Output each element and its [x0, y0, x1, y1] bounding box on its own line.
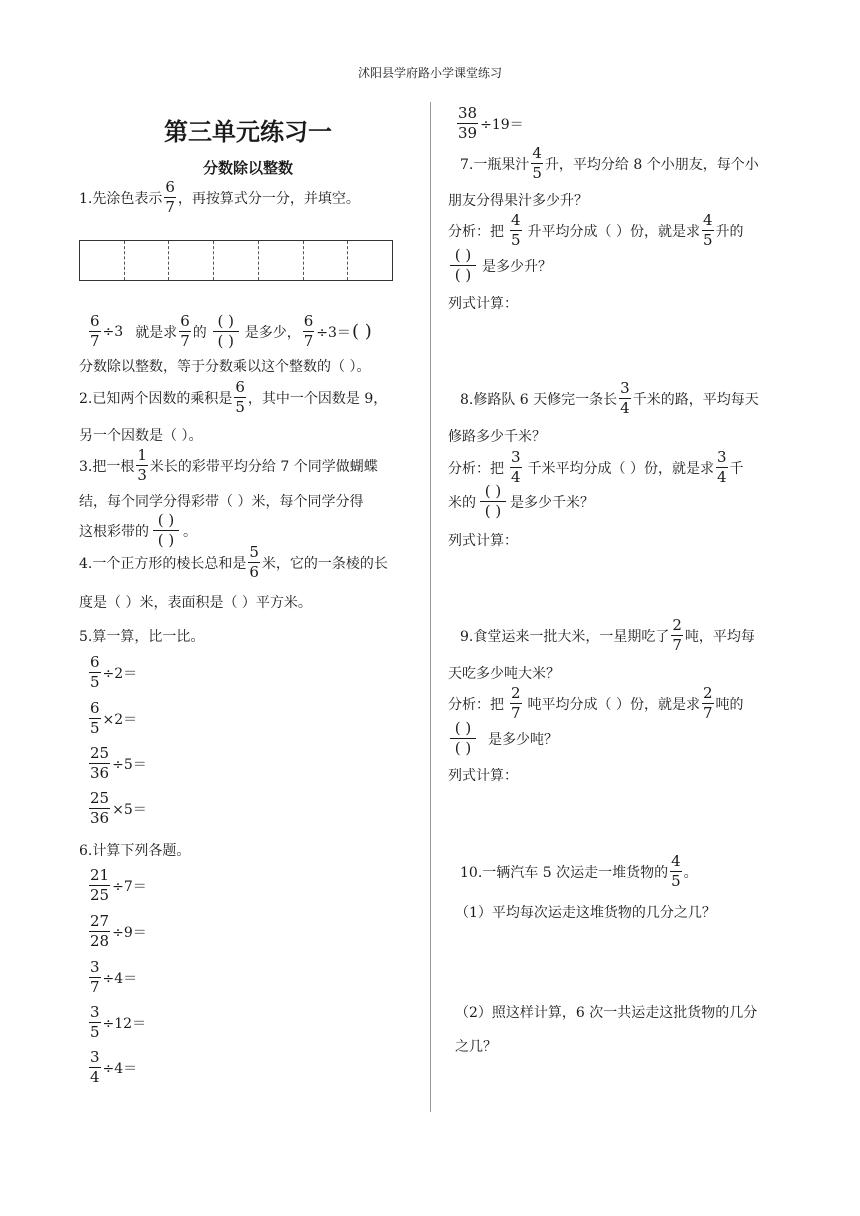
- q7-analysis-line2-text: 是多少升？: [482, 258, 552, 275]
- grid-cell[interactable]: [169, 241, 214, 280]
- denominator: 6: [249, 563, 259, 581]
- denominator-blank[interactable]: ( ): [450, 265, 476, 283]
- numerator: 25: [90, 744, 110, 762]
- denominator: 5: [671, 872, 681, 890]
- q10-subquestion-2-line2: 之几？: [455, 1039, 497, 1055]
- q7-analysis-line2: [448, 248, 552, 283]
- q1-answer-blank[interactable]: ( ): [352, 321, 372, 342]
- grid-cell[interactable]: [259, 241, 304, 280]
- page-title: 第三单元练习一: [164, 118, 332, 146]
- grid-cell[interactable]: [125, 241, 170, 280]
- denominator: 7: [180, 332, 190, 350]
- operator: ÷5＝: [112, 756, 147, 773]
- numerator: 4: [703, 211, 713, 229]
- q3-line2: 结，每个同学分得彩带（ ）米，每个同学分得: [79, 494, 364, 510]
- denominator-blank[interactable]: ( ): [153, 530, 179, 548]
- numerator: 6: [165, 178, 175, 196]
- q6-item: [87, 960, 137, 995]
- q1-text-post: ，再按算式分一分，并填空。: [177, 190, 360, 207]
- question-9-prompt: [460, 618, 755, 653]
- q1-equation-line: [87, 314, 373, 349]
- q7-analysis: [448, 213, 744, 248]
- column-divider: [430, 102, 431, 1112]
- numerator-blank[interactable]: ( ): [454, 719, 472, 737]
- q8-line2: 修路多少千米？: [448, 429, 546, 445]
- denominator-blank[interactable]: ( ): [213, 331, 239, 349]
- q1-rule: 分数除以整数，等于分数乘以这个整数的（ ）。: [79, 359, 371, 375]
- q1-eq-fraction: [89, 314, 101, 349]
- question-6-title: 6.计算下列各题。: [79, 843, 191, 859]
- q6-item-extra: [455, 106, 524, 141]
- q8-analysis-line2: [448, 484, 594, 519]
- q9-analysis-mid: 吨平均分成（ ）份，就是求: [527, 696, 700, 713]
- q9-analysis: [448, 686, 744, 721]
- operator: ×5＝: [112, 801, 147, 818]
- q9-text-pre: 9.食堂运来一批大米，一星期吃了: [460, 628, 670, 645]
- q3-line3: [79, 513, 197, 548]
- q8-analysis-line2-pre: 米的: [448, 494, 476, 511]
- operator: ×2＝: [102, 711, 138, 728]
- q5-item: [87, 701, 137, 736]
- q8-text-pre: 8.修路队 6 天修完一条长: [460, 391, 618, 408]
- grid-cell[interactable]: [304, 241, 349, 280]
- denominator: 7: [703, 704, 713, 722]
- q9-fraction: [671, 618, 683, 653]
- numerator: 25: [90, 789, 110, 807]
- shading-grid[interactable]: [79, 240, 393, 281]
- denominator: 7: [90, 332, 100, 350]
- q3-blank-fraction[interactable]: [153, 513, 179, 548]
- numerator: 1: [137, 446, 147, 464]
- q2-text-pre: 2.已知两个因数的乘积是: [79, 390, 233, 407]
- q1-mid-fraction: [179, 314, 191, 349]
- denominator: 7: [90, 978, 100, 996]
- numerator: 3: [511, 448, 521, 466]
- numerator: 6: [90, 699, 100, 717]
- denominator: 5: [90, 673, 100, 691]
- q7-text-post: 升，平均分给 8 个小朋友，每个小: [544, 156, 759, 173]
- grid-cell[interactable]: [214, 241, 259, 280]
- numerator-blank[interactable]: ( ): [484, 482, 502, 500]
- q7-analysis-post: 升的: [715, 223, 744, 240]
- numerator-blank[interactable]: ( ): [454, 246, 472, 264]
- numerator: 6: [180, 312, 190, 330]
- denominator: 28: [90, 932, 110, 950]
- q6-item: [87, 1005, 146, 1040]
- q8-analysis-post: 千: [729, 460, 744, 477]
- q4-text-pre: 4.一个正方形的棱长总和是: [79, 555, 247, 572]
- q7-fraction: [531, 146, 543, 181]
- numerator: 3: [90, 1048, 100, 1066]
- grid-cell[interactable]: [348, 241, 392, 280]
- denominator: 25: [90, 886, 110, 904]
- q3-fraction: [136, 448, 148, 483]
- q9-analysis-fraction2: [702, 686, 714, 721]
- q6-item: [87, 1050, 137, 1085]
- q10-subquestion-1: （1）平均每次运走这堆货物的几分之几？: [455, 905, 716, 921]
- denominator: 5: [532, 164, 542, 182]
- numerator: 3: [717, 448, 727, 466]
- page-header: 沭阳县学府路小学课堂练习: [357, 66, 502, 80]
- q7-blank-fraction[interactable]: [450, 248, 476, 283]
- page-subtitle: 分数除以整数: [202, 159, 293, 177]
- numerator: 2: [511, 684, 521, 702]
- q8-text-post: 千米的路，平均每天: [632, 391, 759, 408]
- denominator: 39: [458, 124, 478, 142]
- denominator: 5: [235, 398, 245, 416]
- q8-blank-fraction[interactable]: [480, 484, 506, 519]
- operator: ÷12＝: [102, 1015, 147, 1032]
- q9-line2: 天吃多少吨大米？: [448, 666, 560, 682]
- numerator-blank[interactable]: ( ): [217, 312, 234, 330]
- question-7-prompt: [460, 146, 759, 181]
- q1-text-mid1: 就是求: [135, 324, 178, 341]
- denominator: 3: [137, 466, 147, 484]
- denominator: 7: [165, 198, 175, 216]
- numerator: 6: [90, 653, 100, 671]
- operator: ÷4＝: [102, 1060, 138, 1077]
- denominator: 4: [90, 1068, 100, 1086]
- q4-text-post: 米，它的一条棱的长: [261, 555, 388, 572]
- q1-text-mid3: 是多少，: [244, 324, 301, 341]
- q1-res-operator: ÷3＝: [316, 324, 351, 341]
- q9-analysis-post: 吨的: [715, 696, 744, 713]
- q7-text-pre: 7.一瓶果汁: [460, 156, 530, 173]
- operator: ÷19＝: [480, 116, 524, 133]
- grid-cell[interactable]: [80, 241, 125, 280]
- question-10-prompt: [460, 854, 698, 889]
- q7-analysis-mid: 升平均分成（ ）份，就是求: [527, 223, 700, 240]
- q6-item: [87, 868, 147, 903]
- q3-line3-pre: 这根彩带的: [79, 523, 149, 540]
- q1-text-mid2: 的: [192, 324, 207, 341]
- q9-analysis-fraction: [510, 686, 522, 721]
- q10-fraction: [670, 854, 682, 889]
- question-8-prompt: [460, 381, 759, 416]
- q4-fraction: [248, 545, 260, 580]
- q3-text-post: 米长的彩带平均分给 7 个同学做蝴蝶: [149, 458, 378, 475]
- q6-item: [87, 914, 147, 949]
- q8-calc-label: 列式计算：: [448, 533, 518, 549]
- q1-res-fraction: [303, 314, 315, 349]
- q9-blank-fraction[interactable]: [450, 721, 476, 756]
- q8-analysis-fraction: [510, 450, 522, 485]
- q10-subquestion-2-line1: （2）照这样计算，6 次一共运走这批货物的几分: [455, 1005, 758, 1021]
- question-2-prompt: [79, 380, 387, 415]
- q5-item: [87, 655, 137, 690]
- q2-line2: 另一个因数是（ ）。: [79, 428, 203, 444]
- numerator: 4: [511, 211, 521, 229]
- numerator: 3: [90, 958, 100, 976]
- denominator: 5: [90, 1023, 100, 1041]
- q9-analysis-line2-text: 是多少吨？: [488, 731, 558, 748]
- numerator: 3: [620, 379, 630, 397]
- operator: ÷4＝: [102, 970, 138, 987]
- numerator: 3: [90, 1003, 100, 1021]
- operator: ÷7＝: [112, 878, 147, 895]
- q9-analysis-line2: [448, 721, 558, 756]
- denominator: 4: [620, 399, 630, 417]
- q4-line2: 度是（ ）米，表面积是（ ）平方米。: [79, 595, 312, 611]
- q1-eq-operator: ÷3: [102, 323, 124, 340]
- q10-text-post: 。: [683, 864, 698, 881]
- q7-line2: 朋友分得果汁多少升？: [448, 193, 588, 209]
- numerator: 6: [235, 378, 245, 396]
- q8-analysis-fraction2: [716, 450, 728, 485]
- denominator: 36: [90, 809, 110, 827]
- denominator: 5: [90, 719, 100, 737]
- numerator: 4: [532, 144, 542, 162]
- operator: ÷9＝: [112, 924, 147, 941]
- q5-item: [87, 791, 147, 826]
- q2-fraction: [234, 380, 246, 415]
- numerator: 2: [703, 684, 713, 702]
- q8-analysis: [448, 450, 744, 485]
- denominator: 36: [90, 764, 110, 782]
- q8-analysis-mid: 千米平均分成（ ）份，就是求: [527, 460, 714, 477]
- q5-item: [87, 746, 147, 781]
- q2-text-post: ，其中一个因数是 9，: [247, 390, 388, 407]
- numerator: 5: [249, 543, 259, 561]
- denominator: 4: [511, 468, 521, 486]
- numerator: 6: [90, 312, 100, 330]
- denominator: 7: [672, 636, 682, 654]
- numerator: 6: [303, 312, 314, 330]
- q7-analysis-fraction2: [702, 213, 714, 248]
- q8-fraction: [619, 381, 631, 416]
- q10-text-pre: 10.一辆汽车 5 次运走一堆货物的: [460, 864, 669, 881]
- operator: ÷2＝: [102, 665, 138, 682]
- question-5-title: 5.算一算，比一比。: [79, 629, 205, 645]
- q7-calc-label: 列式计算：: [448, 296, 518, 312]
- question-1-prompt: [79, 180, 360, 215]
- denominator: 5: [511, 231, 521, 249]
- denominator: 4: [717, 468, 727, 486]
- q9-analysis-pre: 分析：把: [448, 696, 504, 713]
- denominator: 7: [303, 332, 314, 350]
- numerator: 21: [90, 866, 110, 884]
- denominator: 7: [511, 704, 521, 722]
- q7-analysis-pre: 分析：把: [448, 223, 504, 240]
- question-4-prompt: [79, 545, 388, 580]
- q1-blank-fraction[interactable]: [213, 314, 239, 349]
- numerator: 38: [458, 104, 478, 122]
- numerator: 4: [671, 852, 681, 870]
- denominator-blank[interactable]: ( ): [450, 738, 476, 756]
- q1-text-pre: 1.先涂色表示: [79, 190, 163, 207]
- numerator: 27: [90, 912, 110, 930]
- question-3-prompt: [79, 448, 378, 483]
- numerator-blank[interactable]: ( ): [157, 511, 175, 529]
- q1-fraction: [164, 180, 176, 215]
- denominator-blank[interactable]: ( ): [480, 501, 506, 519]
- numerator: 2: [672, 616, 682, 634]
- denominator: 5: [703, 231, 713, 249]
- q8-analysis-line2-post: 是多少千米？: [510, 494, 594, 511]
- q3-text-pre: 3.把一根: [79, 458, 135, 475]
- q3-line3-post: 。: [183, 523, 197, 540]
- q9-calc-label: 列式计算：: [448, 768, 518, 784]
- q8-analysis-pre: 分析：把: [448, 460, 504, 477]
- q7-analysis-fraction: [510, 213, 522, 248]
- q9-text-post: 吨，平均每: [684, 628, 755, 645]
